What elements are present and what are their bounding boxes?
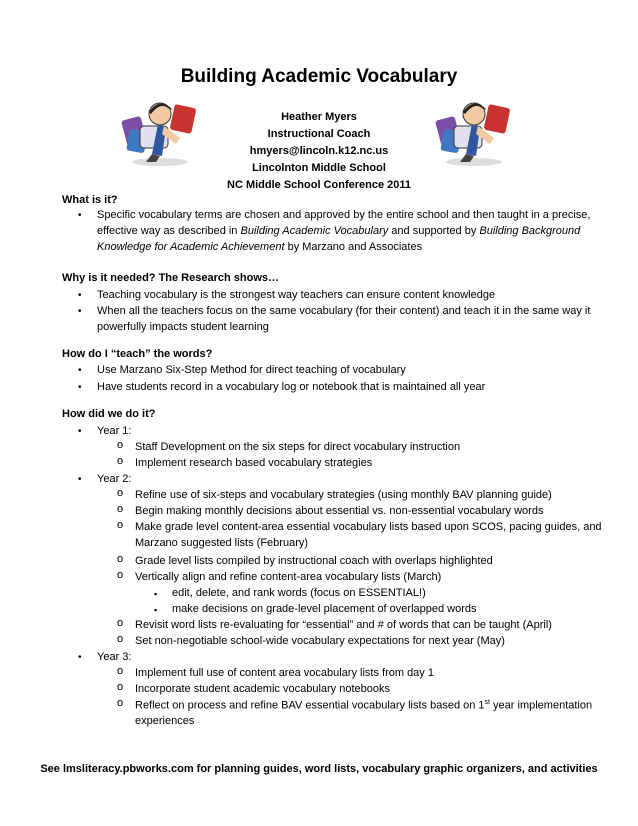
square-bullet-icon: ▪	[154, 605, 158, 615]
year2-item-2: Begin making monthly decisions about essential vs. non-essential vocabulary words	[135, 505, 544, 517]
author-conference: NC Middle School Conference 2011	[227, 179, 411, 191]
year1-item-2: Implement research based vocabulary strategies	[135, 457, 373, 469]
sub-bullet-icon: o	[117, 439, 124, 451]
author-name: Heather Myers	[281, 111, 357, 123]
bullet-icon: •	[78, 474, 82, 485]
square-bullet-icon: ▪	[154, 589, 158, 599]
author-school: Lincolnton Middle School	[252, 162, 386, 174]
sub-bullet-icon: o	[117, 553, 124, 565]
why-item-2-line1: When all the teachers focus on the same vocabulary (for their content) and teach it in the same way it	[97, 305, 591, 317]
section-heading-did: How did we do it?	[62, 408, 156, 420]
year2-item-7: Set non-negotiable school-wide vocabulary expectations for next year (May)	[135, 635, 505, 647]
year2-item-3-line2: Marzano suggested lists (February)	[135, 537, 309, 549]
bullet-icon: •	[78, 365, 82, 376]
bullet-icon: •	[78, 210, 82, 221]
sub-bullet-icon: o	[117, 455, 124, 467]
year3-item-1: Implement full use of content area vocabulary lists from day 1	[135, 667, 434, 679]
sub-bullet-icon: o	[117, 519, 124, 531]
author-email: hmyers@lincoln.k12.nc.us	[249, 145, 389, 157]
section-heading-why: Why is it needed? The Research shows…	[62, 272, 279, 284]
section-heading-how: How do I “teach” the words?	[62, 348, 213, 360]
year2-item-5: Vertically align and refine content-area vocabulary lists (March)	[135, 571, 442, 583]
year2-item-6: Revisit word lists re-evaluating for “essential” and # of words that can be taught (April)	[135, 619, 552, 631]
why-item-2-line2: powerfully impacts student learning	[97, 321, 269, 333]
year3-item-2: Incorporate student academic vocabulary notebooks	[135, 683, 390, 695]
how-item-1: Use Marzano Six-Step Method for direct teaching of vocabulary	[97, 364, 406, 376]
year2-subitem-1: edit, delete, and rank words (focus on ESSENTIAL!)	[172, 587, 426, 599]
bullet-icon: •	[78, 382, 82, 393]
author-role: Instructional Coach	[267, 128, 371, 140]
what-text-line3: Knowledge for Academic Achievement by Marzano and Associates	[97, 241, 423, 253]
why-item-1: Teaching vocabulary is the strongest way teachers can ensure content knowledge	[97, 289, 496, 301]
bullet-icon: •	[78, 426, 82, 437]
sub-bullet-icon: o	[117, 487, 124, 499]
year3-item-3-line1: Reflect on process and refine BAV essential vocabulary lists based on 1st year implementation	[135, 699, 593, 712]
what-text-line2: effective way as described in Building Academic Vocabulary and supported by Building Background	[97, 225, 581, 237]
year1-label: Year 1:	[97, 425, 132, 437]
footer-note: See lmsliteracy.pbworks.com for planning guides, word lists, vocabulary graphic organizers, and activities	[40, 763, 598, 775]
bullet-icon: •	[78, 652, 82, 663]
how-item-2: Have students record in a vocabulary log or notebook that is maintained all year	[97, 381, 486, 393]
year2-label: Year 2:	[97, 473, 132, 485]
sub-bullet-icon: o	[117, 665, 124, 677]
year2-item-1: Refine use of six-steps and vocabulary strategies (using monthly BAV planning guide)	[135, 489, 552, 501]
sub-bullet-icon: o	[117, 503, 124, 515]
sub-bullet-icon: o	[117, 569, 124, 581]
sub-bullet-icon: o	[117, 617, 124, 629]
bullet-icon: •	[78, 306, 82, 317]
year3-item-3-line2: experiences	[135, 715, 195, 727]
year2-item-4: Grade level lists compiled by instructional coach with overlaps highlighted	[135, 555, 493, 567]
section-heading-what: What is it?	[62, 194, 118, 206]
what-text-line1: Specific vocabulary terms are chosen and approved by the entire school and then taught in a precise,	[97, 209, 591, 221]
sub-bullet-icon: o	[117, 633, 124, 645]
page-title: Building Academic Vocabulary	[180, 66, 458, 87]
sub-bullet-icon: o	[117, 697, 124, 709]
year2-subitem-2: make decisions on grade-level placement of overlapped words	[172, 603, 477, 615]
year3-label: Year 3:	[97, 651, 132, 663]
bullet-icon: •	[78, 290, 82, 301]
year1-item-1: Staff Development on the six steps for direct vocabulary instruction	[135, 441, 461, 453]
year2-item-3-line1: Make grade level content-area essential vocabulary lists based upon SCOS, pacing guides, and	[135, 521, 602, 533]
sub-bullet-icon: o	[117, 681, 124, 693]
